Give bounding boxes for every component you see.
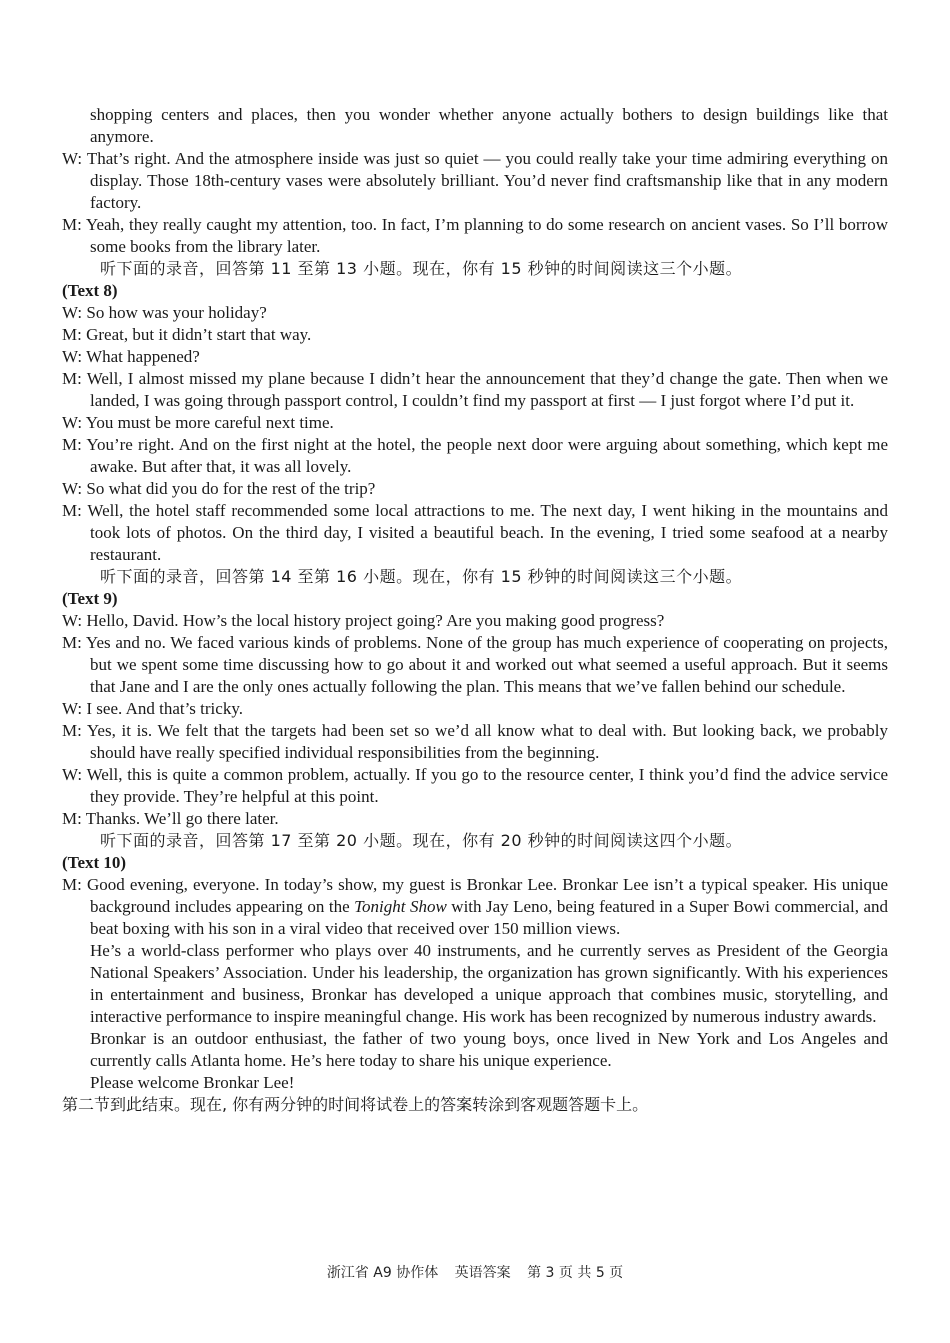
speaker-label: M:: [62, 501, 82, 520]
speaker-label: W:: [62, 149, 83, 168]
footer-subject: 英语答案: [454, 1265, 511, 1281]
speaker-label: M:: [62, 369, 82, 388]
monologue-text: Good evening, everyone. In today’s show, my guest is Bronkar Lee. Bronkar Lee isn’t a typical speaker. His unique background includes appearing on the: [86, 875, 888, 916]
dialogue-line: [62, 412, 888, 434]
dialogue-line: [62, 368, 888, 412]
text10-header: (Text 10): [62, 853, 127, 872]
footer-page-number: 第 3 页 共 5 页: [527, 1265, 624, 1281]
dialogue-line: [62, 610, 888, 632]
monologue-paragraph: [62, 874, 888, 940]
page-footer: [0, 1262, 950, 1282]
dialogue-line: [62, 808, 888, 830]
dialogue-text: You’re right. And on the first night at the hotel, the people next door were arguing about something, which kept me awake. But after that, it was all lovely.: [86, 435, 888, 476]
dialogue-text: Well, this is quite a common problem, actually. If you go to the resource center, I think you’d find the advice service they provide. They’re helpful at this point.: [86, 765, 889, 806]
show-title: Tonight Show: [354, 897, 447, 916]
dialogue-text: I see. And that’s tricky.: [86, 699, 243, 718]
dialogue-text: Great, but it didn’t start that way.: [86, 325, 312, 344]
dialogue-text: Well, I almost missed my plane because I didn’t hear the announcement that they’d change the gate. Then when we landed, I was going through passport control, I couldn’t find my passport at first — I just forgot where I’d put it.: [86, 369, 888, 410]
text8-dialogue: [62, 302, 888, 566]
dialogue-line: [62, 148, 888, 214]
speaker-label: M:: [62, 875, 82, 894]
speaker-label: W:: [62, 699, 83, 718]
dialogue-line: [62, 434, 888, 478]
dialogue-text: Yes and no. We faced various kinds of problems. None of the group has much experience of cooperating on projects, but we spent some time discussing how to go about it and worked out what seemed a useful approach. But it seems that Jane and I are the only ones actually following the plan. This means that we’ve fallen behind our schedule.: [85, 633, 888, 696]
transcript-body: [62, 104, 888, 1116]
speaker-label: W:: [62, 479, 83, 498]
text9-header: (Text 9): [62, 589, 118, 608]
dialogue-line: [62, 632, 888, 698]
instruction-14-16: 听下面的录音，回答第 14 至第 16 小题。现在，你有 15 秒钟的时间阅读这三个小题。: [100, 567, 743, 586]
dialogue-line: [62, 500, 888, 566]
speaker-label: M:: [62, 215, 82, 234]
dialogue-text: You must be more careful next time.: [85, 413, 334, 432]
dialogue-line: [62, 214, 888, 258]
footer-org: 浙江省 A9 协作体: [326, 1265, 439, 1281]
monologue-paragraph: Bronkar is an outdoor enthusiast, the father of two young boys, once lived in New York and Los Angeles and currently calls Atlanta home. He’s here today to share his unique experience.: [90, 1029, 888, 1070]
dialogue-line: [62, 698, 888, 720]
dialogue-text: So what did you do for the rest of the trip?: [86, 479, 376, 498]
dialogue-text: Yeah, they really caught my attention, too. In fact, I’m planning to do some research on ancient vases. So I’ll borrow some books from the library later.: [85, 215, 888, 256]
dialogue-line: [62, 346, 888, 368]
speaker-label: M:: [62, 435, 82, 454]
dialogue-text: So how was your holiday?: [86, 303, 267, 322]
text9-dialogue: [62, 610, 888, 830]
speaker-label: W:: [62, 765, 83, 784]
speaker-label: W:: [62, 303, 83, 322]
speaker-label: M:: [62, 809, 82, 828]
monologue-text: with Jay Leno, being featured in a Super Bowi commercial, and beat boxing with his son in a viral video that received over 150 million views.: [90, 897, 888, 938]
speaker-label: W:: [62, 611, 83, 630]
dialogue-text: Hello, David. How’s the local history project going? Are you making good progress?: [86, 611, 665, 630]
instruction-11-13: 听下面的录音，回答第 11 至第 13 小题。现在，你有 15 秒钟的时间阅读这三个小题。: [100, 259, 743, 278]
dialogue-line: [62, 478, 888, 500]
dialogue-line: [62, 324, 888, 346]
speaker-label: M:: [62, 325, 82, 344]
dialogue-line: [62, 720, 888, 764]
dialogue-text: That’s right. And the atmosphere inside was just so quiet — you could really take your time admiring everything on display. Those 18th-century vases were absolutely brilliant. You’d never find craftsmanship like that in any modern factory.: [86, 149, 888, 212]
instruction-17-20: 听下面的录音，回答第 17 至第 20 小题。现在，你有 20 秒钟的时间阅读这四个小题。: [100, 831, 743, 850]
dialogue-line: [62, 764, 888, 808]
dialogue-text: Thanks. We’ll go there later.: [85, 809, 279, 828]
section-end-note: 第二节到此结束。现在, 你有两分钟的时间将试卷上的答案转涂到客观题答题卡上。: [62, 1095, 649, 1114]
speaker-label: W:: [62, 347, 83, 366]
speaker-label: M:: [62, 633, 82, 652]
dialogue-line: [62, 302, 888, 324]
dialogue-text: What happened?: [86, 347, 200, 366]
speaker-label: W:: [62, 413, 83, 432]
monologue-paragraph: Please welcome Bronkar Lee!: [90, 1073, 295, 1092]
dialogue-text: Yes, it is. We felt that the targets had been set so we’d all know what to deal with. But looking back, we probably should have really specified individual responsibilities from the beginning.: [86, 721, 888, 762]
text8-header: (Text 8): [62, 281, 118, 300]
speaker-label: M:: [62, 721, 82, 740]
dialogue-continuation: shopping centers and places, then you wonder whether anyone actually bothers to design buildings like that anymore.: [90, 105, 888, 146]
monologue-paragraph: He’s a world-class performer who plays over 40 instruments, and he currently serves as President of the Georgia National Speakers’ Association. Under his leadership, the organization has grown significantly. With his experiences in entertainment and business, Bronkar has developed a unique approach that combines music, storytelling, and interactive performance to inspire meaningful change. His work has been recognized by numerous industry awards.: [90, 941, 888, 1026]
dialogue-text: Well, the hotel staff recommended some local attractions to me. The next day, I went hiking in the mountains and took lots of photos. On the third day, I visited a beautiful beach. In the evening, I tried some seafood at a nearby restaurant.: [87, 501, 888, 564]
